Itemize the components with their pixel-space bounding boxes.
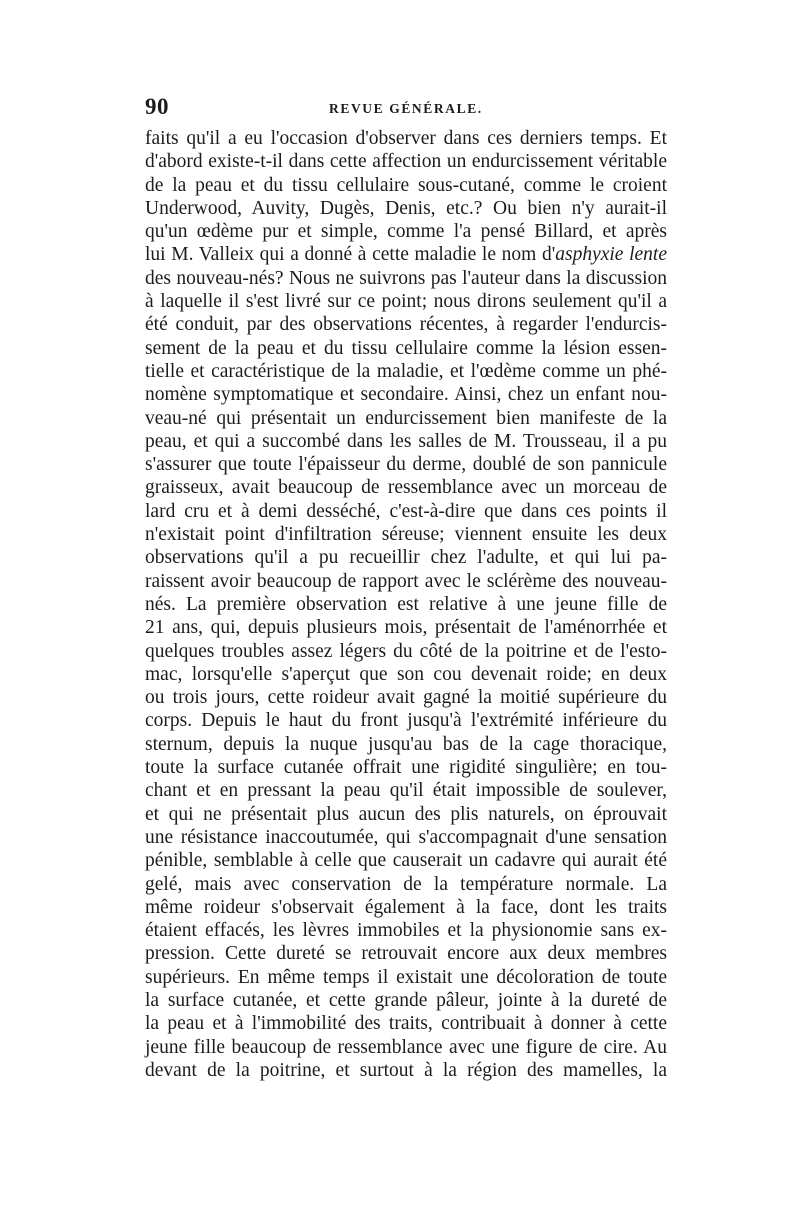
text-line: devant de la poitrine, et surtout à la région des mamelles, la xyxy=(145,1059,667,1081)
text-line: peau, et qui a succombé dans les salles de M. Trousseau, il a pu xyxy=(145,430,667,452)
running-head: REVUE GÉNÉRALE. xyxy=(329,101,483,116)
text-line: quelques troubles assez légers du côté de la poitrine et de l'esto- xyxy=(145,640,667,662)
text-line: étaient effacés, les lèvres immobiles et la physionomie sans ex- xyxy=(145,920,667,942)
text-line: à laquelle il s'est livré sur ce point; nous dirons seulement qu'il a xyxy=(145,291,667,313)
text-segment: lui M. Valleix qui a donné à cette maladie le nom d' xyxy=(145,244,556,266)
text-line: Underwood, Auvity, Dugès, Denis, etc.? Ou bien n'y aurait-il xyxy=(145,197,667,219)
text-line: ou trois jours, cette roideur avait gagné la moitié supérieure du xyxy=(145,687,667,709)
text-line: des nouveau-nés? Nous ne suivrons pas l'auteur dans la discussion xyxy=(145,267,667,289)
body-text xyxy=(145,127,667,1082)
text-line: pression. Cette dureté se retrouvait encore aux deux membres xyxy=(145,943,667,965)
text-line: faits qu'il a eu l'occasion d'observer dans ces derniers temps. Et xyxy=(145,128,667,149)
text-line: 21 ans, qui, depuis plusieurs mois, présentait de l'aménorrhée et xyxy=(145,617,667,639)
text-line: sement de la peau et du tissu cellulaire comme la lésion essen- xyxy=(145,337,667,359)
text-line: gelé, mais avec conservation de la température normale. La xyxy=(145,873,667,895)
text-line: graisseux, avait beaucoup de ressemblance avec un morceau de xyxy=(145,477,667,499)
text-line: qu'un œdème pur et simple, comme l'a pensé Billard, et après xyxy=(145,221,667,243)
text-line: supérieurs. En même temps il existait une décoloration de toute xyxy=(145,966,667,988)
text-line: la peau et à l'immobilité des traits, contribuait à donner à cette xyxy=(145,1013,667,1035)
text-line: jeune fille beaucoup de ressemblance avec une figure de cire. Au xyxy=(145,1036,667,1058)
text-line: tielle et caractéristique de la maladie, et l'œdème comme un phé- xyxy=(145,360,667,382)
text-line: toute la surface cutanée offrait une rigidité singulière; en tou- xyxy=(145,757,667,779)
text-line: de la peau et du tissu cellulaire sous-cutané, comme le croient xyxy=(145,174,667,196)
text-line: et qui ne présentait plus aucun des plis naturels, on éprouvait xyxy=(145,803,667,825)
text-line: été conduit, par des observations récentes, à regarder l'endurcis- xyxy=(145,314,667,336)
text-line: lard cru et à demi desséché, c'est-à-dire que dans ces points il xyxy=(145,500,667,522)
text-line: s'assurer que toute l'épaisseur du derme, doublé de son pannicule xyxy=(145,454,667,476)
text-line: chant et en pressant la peau qu'il était impossible de soulever, xyxy=(145,780,667,802)
text-line: pénible, semblable à celle que causerait un cadavre qui aurait été xyxy=(145,850,667,872)
text-line: même roideur s'observait également à la face, dont les traits xyxy=(145,896,667,918)
page-header xyxy=(145,94,667,128)
text-line: n'existait point d'infiltration séreuse; viennent ensuite les deux xyxy=(145,524,667,546)
text-line: observations qu'il a pu recueillir chez l'adulte, et qui lui pa- xyxy=(145,547,667,569)
text-line xyxy=(145,243,667,266)
italic-term: asphyxie lente xyxy=(555,244,667,266)
text-line: mac, lorsqu'elle s'aperçut que son cou devenait roide; en deux xyxy=(145,663,667,685)
text-line: corps. Depuis le haut du front jusqu'à l'extrémité inférieure du xyxy=(145,710,667,732)
text-line: d'abord existe-t-il dans cette affection un endurcissement véritable xyxy=(145,151,667,173)
text-line: la surface cutanée, et cette grande pâleur, jointe à la dureté de xyxy=(145,989,667,1011)
text-line: une résistance inaccoutumée, qui s'accompagnait d'une sensation xyxy=(145,826,667,848)
text-line: raissent avoir beaucoup de rapport avec le sclérème des nouveau- xyxy=(145,570,667,592)
text-line: sternum, depuis la nuque jusqu'au bas de la cage thoracique, xyxy=(145,733,667,755)
text-line: veau-né qui présentait un endurcissement bien manifeste de la xyxy=(145,407,667,429)
text-line: nés. La première observation est relative à une jeune fille de xyxy=(145,593,667,615)
text-line: nomène symptomatique et secondaire. Ainsi, chez un enfant nou- xyxy=(145,384,667,406)
page-number: 90 xyxy=(145,94,169,119)
